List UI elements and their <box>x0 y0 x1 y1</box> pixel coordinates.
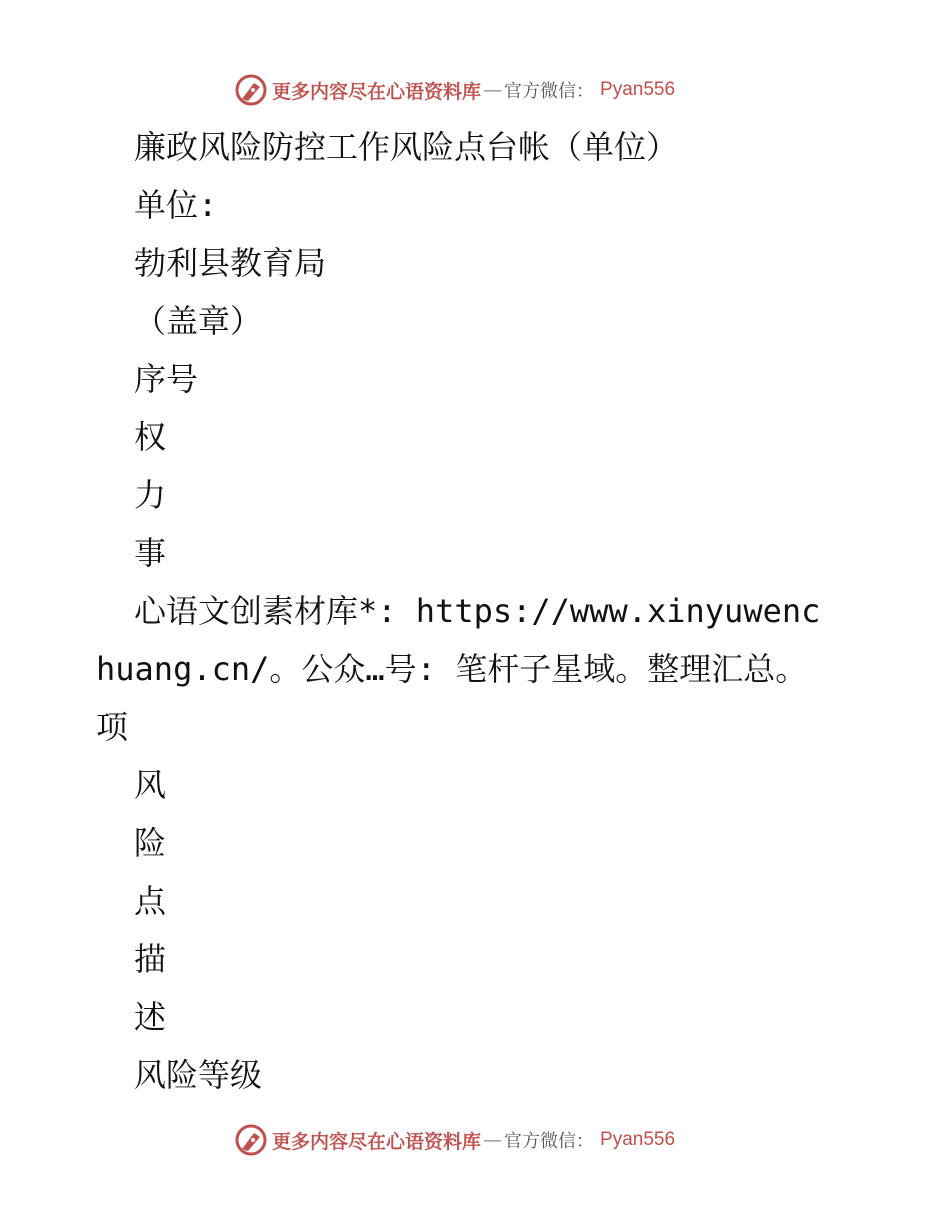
doc-line: 述 <box>134 998 167 1036</box>
doc-line: 事 <box>134 534 167 572</box>
doc-line: 风 <box>134 766 167 804</box>
doc-line: 点 <box>134 882 167 920</box>
banner-brand-text: 更多内容尽在心语资料库 <box>272 1130 482 1153</box>
banner-wechat-id: Pyan556 <box>600 79 676 100</box>
doc-line: 力 <box>134 476 167 514</box>
document-body <box>96 118 836 1104</box>
doc-paragraph: 心语文创素材库*: https://www.xinyuwenchuang.cn/。公众…号: 笔杆子星域。整理汇总。项 <box>96 592 821 746</box>
doc-line: 险 <box>134 824 167 862</box>
doc-line: 单位: <box>134 186 218 224</box>
banner-dash: — <box>483 79 503 101</box>
footer-watermark-banner <box>234 1122 675 1158</box>
banner-brand-text: 更多内容尽在心语资料库 <box>272 80 482 103</box>
doc-line: 描 <box>134 940 167 978</box>
doc-line: 权 <box>134 418 167 456</box>
banner-wechat-id: Pyan556 <box>600 1129 676 1150</box>
pen-nib-logo-icon <box>234 73 268 107</box>
header-watermark-banner <box>234 72 675 108</box>
doc-line: 序号 <box>134 360 199 398</box>
banner-dash: — <box>483 1129 503 1151</box>
doc-line: （盖章） <box>134 302 263 340</box>
doc-line: 风险等级 <box>134 1056 263 1094</box>
doc-line: 勃利县教育局 <box>134 244 327 282</box>
doc-title: 廉政风险防控工作风险点台帐（单位） <box>134 128 679 166</box>
banner-wechat-label: 官方微信： <box>504 1131 595 1152</box>
pen-nib-logo-icon <box>234 1123 268 1157</box>
banner-wechat-label: 官方微信： <box>504 81 595 102</box>
